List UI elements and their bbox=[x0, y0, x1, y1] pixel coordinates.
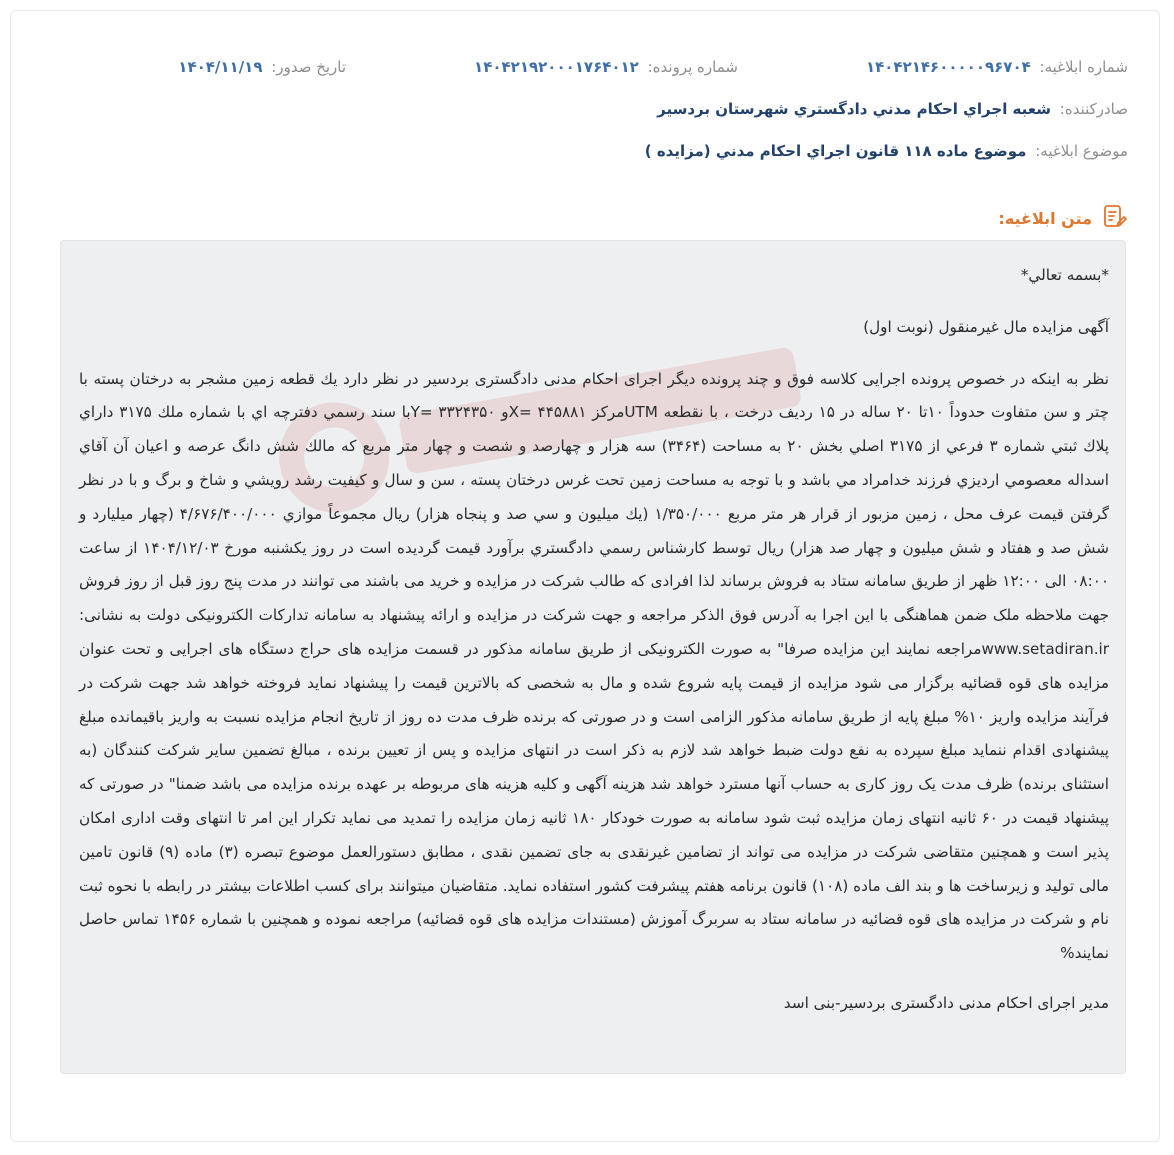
notice-text-title: متن ابلاغيه: bbox=[998, 208, 1092, 228]
document-edit-icon bbox=[1100, 202, 1128, 234]
notice-number-value: ۱۴۰۴۲۱۴۶۰۰۰۰۰۹۶۷۰۴ bbox=[865, 58, 1031, 76]
subject-label: موضوع ابلاغيه: bbox=[1035, 142, 1128, 160]
subject-value: موضوع ماده ۱۱۸ قانون اجراي احکام مدني (مزايده ) bbox=[644, 142, 1027, 160]
issue-date bbox=[178, 58, 346, 76]
notice-number bbox=[866, 58, 1128, 76]
subject-row bbox=[645, 142, 1128, 160]
notice-signature: مدیر اجرای احکام مدنی دادگستری بردسیر-بنی اسد bbox=[783, 993, 1109, 1012]
notice-body bbox=[79, 259, 1109, 1021]
issue-date-label: تاريخ صدور: bbox=[271, 58, 347, 76]
issuer-label: صادرکننده: bbox=[1059, 100, 1128, 118]
case-number-value: ۱۴۰۴۲۱۹۲۰۰۰۱۷۶۴۰۱۲ bbox=[474, 58, 639, 76]
issue-date-value: ۱۴۰۴/۱۱/۱۹ bbox=[178, 58, 263, 76]
header-numbers-row bbox=[178, 58, 1128, 76]
salutation: *بسمه تعالي* bbox=[1020, 266, 1109, 284]
notice-heading: آگهی مزایده مال غیرمنقول (نوبت اول) bbox=[863, 317, 1109, 336]
notice-main-text: نظر به اینکه در خصوص پرونده اجرایی کلاسه فوق و چند پرونده دیگر اجرای احکام مدنی دادگستری بردسیر در نظر دارد یك قطعه زمین مشجر به درختان پسته با چتر و سن متفاوت حدوداً ۱۰تا ۲۰ ساله در ۱۵ ردیف درخت ، با نقطعه UTMمرکز ۴۴۵۸۸۱ =Xو ۳۳۲۴۳۵۰ =Yبا سند رسمي دفترچه اي با شماره ملك ۳۱۷۵ داراي پلاك ثبتي شماره ۳ فرعي از ۳۱۷۵ اصلي بخش ۲۰ به مساحت (۳۴۶۴) سه هزار و چهارصد و شصت و چهار متر مربع که مالك شش دانگ عرصه و اعيان آن آقاي اسداله معصومي اردیزي فرزند خدامراد مي باشد و با توجه به مساحت زمین تحت غرس درختان پسته ، سن و سال و كيفيت رشد رويشي و شاخ و برگ و با در نظر گرفتن قيمت عرف محل ، زمین مزبور از قرار هر متر مربع ۱/۳۵۰/۰۰۰ (يك ميليون و سي صد و پنجاه هزار) ريال مجموعاً موازي ۴/۶۷۶/۴۰۰/۰۰۰ (چهار ميليارد و شش صد و هفتاد و شش ميليون و چهار صد هزار) ريال توسط كارشناس رسمي دادگستري برآورد قیمت گردیده است در روز یکشنبه مورخ ۱۴۰۴/۱۲/۰۳ از ساعت ۰۸:۰۰ الی ۱۲:۰۰ ظهر از طریق سامانه ستاد به فروش برساند لذا افرادی که طالب شرکت در مزایده و خرید می باشند می توانند در مدت پنج روز قبل از روز فروش جهت ملاحظه ملک ضمن هماهنگی با این اجرا به آدرس فوق الذکر مراجعه و جهت شرکت در مزایده و ارائه پیشنهاد به سامانه تدارکات الکترونیکی دولت به نشانی: www.setadiran.irمراجعه نمایند این مزایده صرفا" به صورت الکترونیکی از طریق سامانه مذکور در قسمت مزایده های حراج دستگاه های اجرایی و تحت عنوان مزایده های قوه قضائیه برگزار می شود مزایده از قیمت پایه شروع شده و مال به شخصی که بالاترین قیمت را پیشنهاد نماید فروخته خواهد شد جهت شرکت در فرآیند مزایده واریز ۱۰% مبلغ پایه از طریق سامانه مذکور الزامی است و در صورتی که برنده ظرف مدت ده روز از تاریخ انجام مزایده نسبت به واریز باقیمانده مبلغ پیشنهادی اقدام ننماید مبلغ سپرده به نفع دولت ضبط خواهد شد لازم به ذکر است در انتهای مزایده و پس از تعیین برنده ، مبالغ تضمین سایر شرکت کنندگان (به استثنای برنده) ظرف مدت یک روز کاری به حساب آنها مسترد خواهد شد هزینه آگهی و کلیه هزینه های مربوطه بر عهده برنده مزایده می باشد ضمنا" در صورتی که پیشنهاد قیمت در ۶۰ ثانیه انتهای زمان مزایده ثبت شود سامانه به صورت خودکار ۱۸۰ ثانیه زمان مزایده را تمدید می نماید تکرار این امر تا انتهای وقت اداری امکان پذیر است و همچنین متقاضی شرکت در مزایده می تواند از تضامین غیرنقدی به جای تضمین نقدی ، مطابق دستورالعمل موضوع تبصره (۳) ماده (۹) قانون تامین مالی تولید و زیرساخت ها و بند الف ماده (۱۰۸) قانون برنامه هفتم پیشرفت کشور استفاده نماید. متقاضیان میتوانند برای کسب اطلاعات بیشتر در رابطه با نحوه ثبت نام و شرکت در مزایده های قوه قضائیه در سامانه ستاد به سربرگ آموزش (مستندات مزایده های قوه قضائیه) مراجعه نموده و همچنین با شماره ۱۴۵۶ تماس حاصل نمایند% bbox=[79, 369, 1110, 963]
case-number-label: شماره پرونده: bbox=[647, 58, 738, 76]
case-number bbox=[474, 58, 738, 76]
issuer-row bbox=[657, 100, 1128, 118]
issuer-value: شعبه اجراي احکام مدني دادگستري شهرستان بردسير bbox=[657, 100, 1051, 118]
notice-number-label: شماره ابلاغيه: bbox=[1039, 58, 1128, 76]
notice-content-box bbox=[60, 240, 1126, 1074]
notice-text-heading bbox=[998, 202, 1128, 234]
